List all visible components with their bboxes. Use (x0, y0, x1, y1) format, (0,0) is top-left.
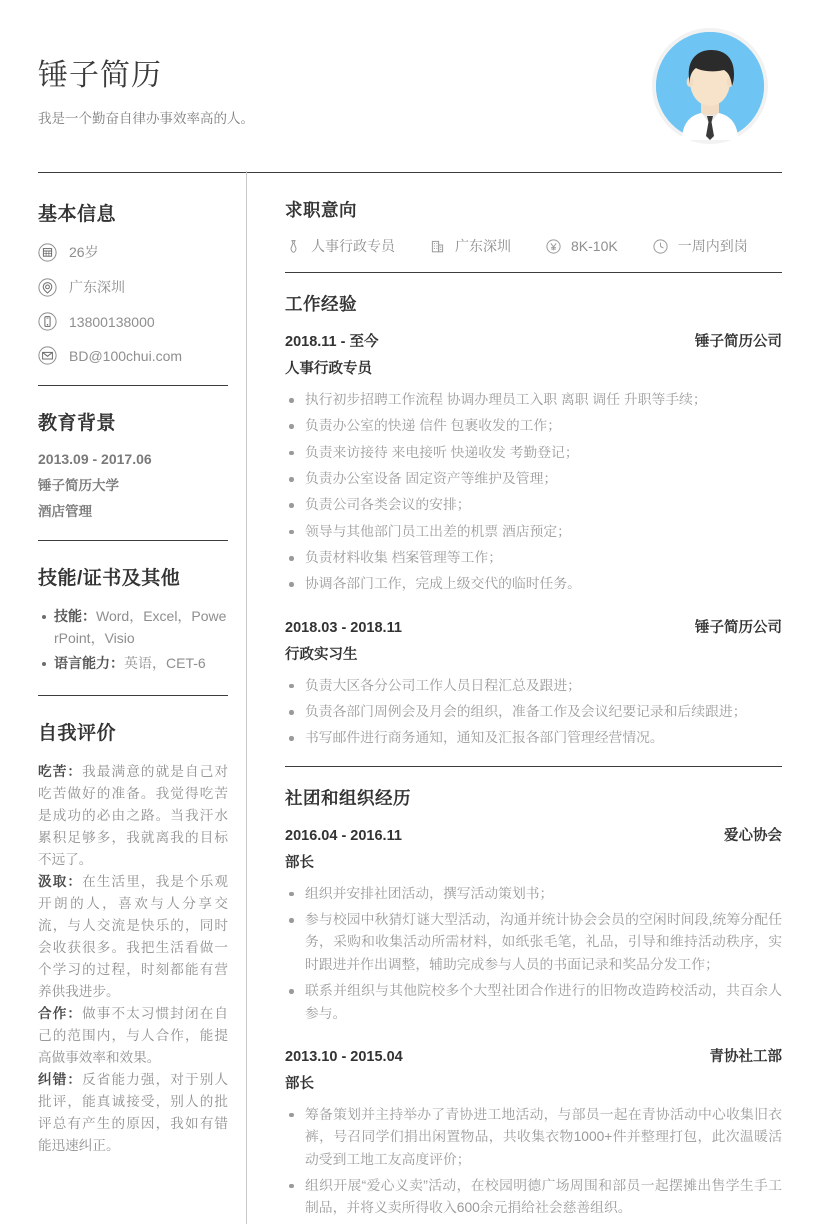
entry-role: 人事行政专员 (285, 361, 372, 377)
info-value-email: BD@100chui.com (69, 347, 183, 364)
entry-header (285, 1045, 782, 1066)
work-experience-entry (285, 616, 782, 750)
bullet-item: 领导与其他部门员工出差的机票 酒店预定； (285, 521, 782, 543)
basic-info-title: 基本信息 (38, 204, 117, 225)
bullet-item: 负责材料收集 档案管理等工作； (285, 547, 782, 569)
self-evaluation-text: 反省能力强，对于别人批评，能真诚接受，别人的批评总有产生的原因，我如有错能迅速纠正。 (38, 1072, 229, 1154)
skill-label: 技能： (54, 608, 96, 624)
section-education (38, 408, 228, 520)
resume-header (0, 0, 820, 172)
club-experience-title: 社团和组织经历 (285, 787, 411, 808)
entry-organization: 爱心协会 (724, 827, 782, 844)
work-experience-entry (285, 330, 782, 596)
location-pin-icon (38, 278, 57, 297)
skills-title: 技能/证书及其他 (38, 568, 181, 589)
male-avatar-illustration-icon (656, 32, 764, 140)
info-item-age (38, 242, 228, 262)
entry-bullets (285, 1104, 782, 1220)
envelope-icon (38, 346, 57, 365)
bullet-item: 书写邮件进行商务通知，通知及汇报各部门管理经营情况。 (285, 727, 782, 749)
section-club-experience (285, 785, 782, 1220)
resume-body (0, 172, 820, 1224)
sidebar-divider-2 (38, 540, 228, 541)
education-title: 教育背景 (38, 413, 117, 434)
entry-header (285, 824, 782, 845)
info-item-location (38, 277, 228, 297)
necktie-icon (285, 238, 302, 255)
entry-bullets (285, 389, 782, 596)
skill-item (54, 606, 228, 649)
main-divider-2 (285, 766, 782, 767)
bullet-item: 协调各部门工作，完成上级交代的临时任务。 (285, 573, 782, 595)
job-intention-salary (545, 238, 618, 255)
entry-bullets (285, 883, 782, 1025)
info-value-location: 广东深圳 (69, 279, 125, 295)
section-skills (38, 563, 228, 675)
self-evaluation-label: 纠错： (38, 1072, 83, 1088)
yen-circle-icon (545, 238, 562, 255)
main-content (247, 172, 782, 1224)
skills-list (38, 606, 228, 675)
bullet-item: 负责办公室设备 固定资产等维护及管理； (285, 468, 782, 490)
bullet-item: 负责办公室的快递 信件 包裹收发的工作； (285, 415, 782, 437)
avatar (652, 28, 768, 144)
education-date: 2013.09 - 2017.06 (38, 451, 152, 467)
candidate-tagline: 我是一个勤奋自律办事效率高的人。 (38, 110, 254, 126)
self-evaluation-paragraph (38, 1003, 228, 1069)
bullet-item: 组织开展“爱心义卖”活动，在校园明德广场周围和部员一起摆摊出售学生手工制品，并将义卖所得收入600余元捐给社会慈善组织。 (285, 1175, 782, 1220)
sidebar (38, 172, 246, 1224)
self-evaluation-paragraph (38, 1069, 228, 1157)
job-intention-salary-value: 8K-10K (571, 238, 618, 254)
entry-role: 部长 (285, 854, 314, 871)
entry-organization: 锤子简历公司 (695, 619, 782, 636)
education-major: 酒店管理 (38, 504, 92, 519)
entry-date: 2018.11 - 至今 (285, 334, 379, 350)
skill-value: 英语，CET-6 (124, 655, 206, 672)
bullet-item: 负责大区各分公司工作人员日程汇总及跟进； (285, 675, 782, 697)
entry-header (285, 330, 782, 351)
basic-info-list (38, 242, 228, 365)
bullet-item: 负责公司各类会议的安排； (285, 494, 782, 516)
skill-item (54, 653, 228, 675)
section-basic-info (38, 199, 228, 365)
skill-value: Word，Excel，PowerPoint，Visio (54, 608, 227, 646)
self-evaluation-label: 汲取： (38, 874, 83, 890)
entry-role: 行政实习生 (285, 646, 358, 663)
candidate-name: 锤子简历 (38, 58, 162, 92)
bullet-item: 组织并安排社团活动，撰写活动策划书； (285, 883, 782, 905)
bullet-item: 负责来访接待 来电接听 快递收发 考勤登记； (285, 442, 782, 464)
job-intention-location (429, 236, 511, 256)
entry-organization: 锤子简历公司 (695, 334, 782, 350)
entry-role: 部长 (285, 1075, 314, 1092)
self-evaluation-paragraph (38, 761, 228, 871)
bullet-item: 执行初步招聘工作流程 协调办理员工入职 离职 调任 升职等手续； (285, 389, 782, 411)
entry-date: 2016.04 - 2016.11 (285, 827, 402, 844)
bullet-item: 负责各部门周例会及月会的组织，准备工作及会议纪要记录和后续跟进； (285, 701, 782, 723)
sidebar-divider-1 (38, 385, 228, 386)
job-intention-row (285, 236, 782, 256)
main-divider-1 (285, 272, 782, 273)
bullet-item: 筹备策划并主持举办了青协进工地活动，与部员一起在青协活动中心收集旧衣裤，号召同学们捐出闲置物品，共收集衣物1000+件并整理打包，此次温暖活动受到工地工友高度评价； (285, 1104, 782, 1171)
info-value-age: 26岁 (69, 244, 99, 260)
job-intention-position (285, 236, 395, 256)
info-item-email (38, 346, 228, 365)
building-icon (429, 238, 446, 255)
job-intention-location-value: 广东深圳 (455, 238, 511, 254)
calendar-icon (38, 243, 57, 262)
education-school: 锤子简历大学 (38, 478, 119, 493)
work-experience-title: 工作经验 (285, 294, 357, 314)
self-evaluation-text: 在生活里，我是个乐观开朗的人，喜欢与人分享交流，与人交流是快乐的，同时会收获很多。我把生活看做一个学习的过程，时刻都能有营养供我进步。 (38, 874, 229, 1000)
self-evaluation-title: 自我评价 (38, 723, 117, 745)
info-item-phone (38, 312, 228, 331)
clock-icon (652, 238, 669, 255)
self-evaluation-text: 我最满意的就是自己对吃苦做好的准备。我觉得吃苦是成功的必由之路。当我汗水累积足够多，我就离我的目标不远了。 (38, 764, 229, 868)
section-job-intention (285, 197, 782, 256)
section-work-experience (285, 291, 782, 750)
bullet-item: 联系并组织与其他院校多个大型社团合作进行的旧物改造跨校活动，共百余人参与。 (285, 980, 782, 1025)
self-evaluation-label: 吃苦： (38, 764, 83, 780)
entry-date: 2013.10 - 2015.04 (285, 1048, 403, 1065)
club-experience-entry (285, 824, 782, 1025)
job-intention-availability-value: 一周内到岗 (677, 238, 748, 254)
bullet-item: 参与校园中秋猜灯谜大型活动，沟通并统计协会会员的空闲时间段,统筹分配任务，采购和收集活动所需材料，如纸张毛笔，礼品，引导和维持活动秩序，实时跟进并作出调整，辅助完成参与人员的书面记录和奖品分发工作； (285, 909, 782, 976)
job-intention-availability (652, 236, 748, 256)
skill-label: 语言能力： (54, 655, 124, 672)
info-value-phone: 13800138000 (69, 313, 155, 330)
club-experience-entry (285, 1045, 782, 1220)
name-block (38, 44, 254, 129)
entry-bullets (285, 675, 782, 750)
job-intention-position-value: 人事行政专员 (311, 238, 395, 254)
mobile-phone-icon (38, 312, 57, 331)
job-intention-title: 求职意向 (285, 200, 357, 220)
entry-header (285, 616, 782, 637)
avatar-svg (656, 32, 764, 140)
sidebar-divider-3 (38, 695, 228, 696)
entry-date: 2018.03 - 2018.11 (285, 619, 402, 636)
self-evaluation-label: 合作： (38, 1006, 83, 1022)
entry-organization: 青协社工部 (709, 1048, 782, 1065)
self-evaluation-paragraph (38, 871, 228, 1003)
section-self-evaluation (38, 718, 228, 1157)
self-evaluation-text: 做事不太习惯封闭在自己的范围内，与人合作，能提高做事效率和效果。 (38, 1006, 229, 1066)
